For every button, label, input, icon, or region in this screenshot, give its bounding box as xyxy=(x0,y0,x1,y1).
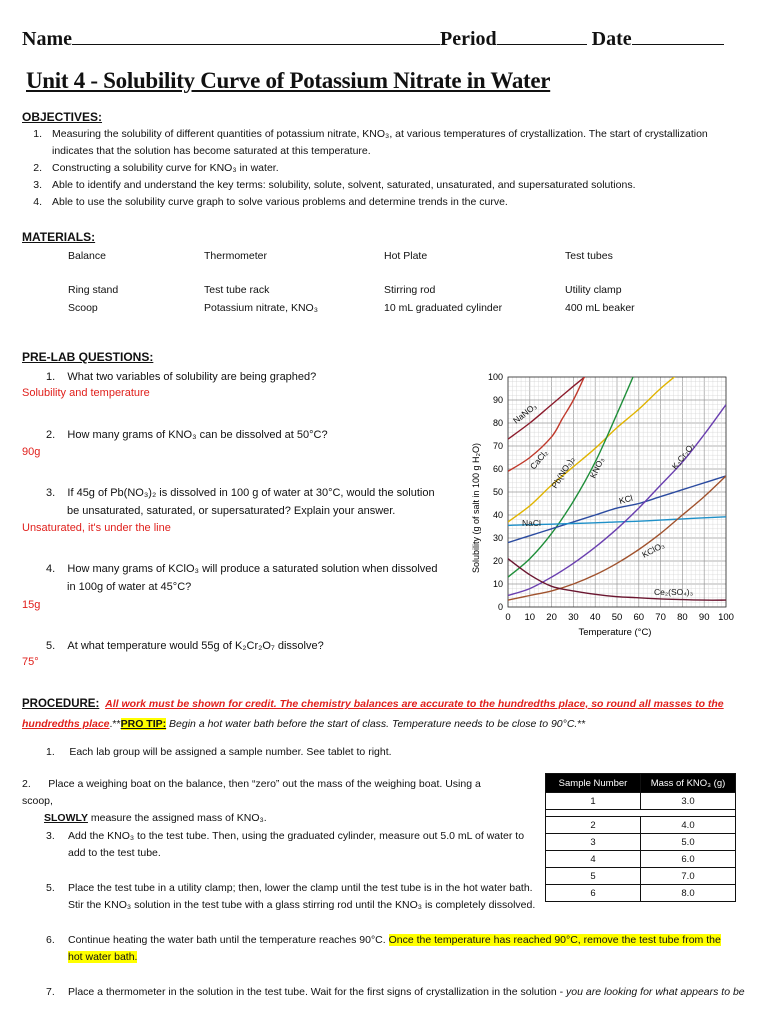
step-6-highlight: Once the temperature has reached 90°C, remove the test tube from the hot water bath. xyxy=(68,934,721,963)
table-row: 2 4.0 xyxy=(546,817,736,834)
x-tick-label: 30 xyxy=(568,612,579,623)
x-tick-label: 90 xyxy=(698,612,710,623)
x-tick-label: 20 xyxy=(546,612,557,623)
x-tick-label: 50 xyxy=(611,612,623,623)
x-tick-label: 10 xyxy=(524,612,536,623)
y-tick-label: 80 xyxy=(492,418,503,428)
step-1: 1. Each lab group will be assigned a sample number. See tablet to right. xyxy=(46,746,392,758)
table-row: 1 3.0 xyxy=(546,793,736,810)
question-2: 2. How many grams of KNO₃ can be dissolved at 50°C? xyxy=(46,429,328,441)
objective-item: 2. Constructing a solubility curve for KNO₃ in water. xyxy=(33,162,279,174)
y-tick-label: 90 xyxy=(492,395,503,405)
material-hot-plate: Hot Plate xyxy=(384,250,428,262)
y-tick-label: 30 xyxy=(492,533,503,543)
material-clamp: Utility clamp xyxy=(565,284,622,296)
step-6: 6. Continue heating the water bath until the temperature reaches 90°C. Once the temperature has reached 90°C, remove the test tube from the hot water bath. xyxy=(46,934,721,963)
period-label: Period xyxy=(439,28,497,50)
question-5: 5. At what temperature would 55g of K₂Cr₂O₇ dissolve? xyxy=(46,640,324,652)
material-test-tubes: Test tubes xyxy=(565,250,613,262)
material-scoop: Scoop xyxy=(68,302,98,314)
y-tick-label: 50 xyxy=(492,487,503,497)
date-blank[interactable] xyxy=(632,26,724,45)
name-blank[interactable] xyxy=(72,26,440,45)
y-tick-label: 40 xyxy=(492,510,503,520)
question-3: 3. If 45g of Pb(NO₃)₂ is dissolved in 100 g of water at 30°C, would the solution be unsaturated, saturated, or supersaturated? Explain your answer. xyxy=(46,487,435,517)
label-nacl: NaCl xyxy=(522,518,541,528)
protip-text: Begin a hot water bath before the start of class. Temperature needs to be close to 90°C. xyxy=(169,718,578,730)
answer-5: 75° xyxy=(22,656,39,668)
material-stirring-rod: Stirring rod xyxy=(384,284,436,296)
material-thermometer: Thermometer xyxy=(204,250,268,262)
x-tick-label: 60 xyxy=(633,612,645,623)
header-fields xyxy=(22,26,748,51)
y-tick-label: 100 xyxy=(487,372,503,382)
step-7: 7. Place a thermometer in the solution in the test tube. Wait for the first signs of crystallization in the solution - you are looking for what appears to be xyxy=(46,986,745,998)
answer-1: Solubility and temperature xyxy=(22,387,150,399)
objectives-heading: OBJECTIVES: xyxy=(22,110,103,124)
procedure-intro: PROCEDURE: All work must be shown for credit. The chemistry balances are accurate to the hundredths place, so round all masses to the hundredths place.**PRO TIP: Begin a hot water bath before the start of class. Temperature needs to be close to 90°C.** xyxy=(22,698,724,730)
label-kclo3: KClO₃ xyxy=(640,539,666,560)
table-row: 4 6.0 xyxy=(546,851,736,868)
solubility-chart xyxy=(462,366,742,642)
label-cacl2: CaCl₂ xyxy=(527,447,550,472)
label-nano3: NaNO₃ xyxy=(511,401,539,426)
label-kcl: KCl xyxy=(617,492,634,506)
curve-Pb(NO₃)₂ xyxy=(508,366,704,522)
y-tick-label: 20 xyxy=(492,556,503,566)
protip-label: PRO TIP: xyxy=(120,718,167,730)
y-tick-label: 70 xyxy=(492,441,503,451)
x-tick-label: 70 xyxy=(655,612,666,623)
label-kno3: KNO₃ xyxy=(587,455,607,480)
y-tick-label: 0 xyxy=(497,602,503,612)
objective-item: 4. Able to use the solubility curve graph to solve various problems and determine trends in the curve. xyxy=(33,196,508,208)
sample-table xyxy=(545,773,736,902)
objective-item: 3. Able to identify and understand the key terms: solubility, solute, solvent, saturated, unsaturated, and supersaturated solutions. xyxy=(33,179,636,191)
y-tick-label: 60 xyxy=(492,464,503,474)
material-cylinder: 10 mL graduated cylinder xyxy=(384,302,503,314)
procedure-warning: All work must be shown for credit. The chemistry balances are accurate to the hundredths place, so round all masses to the hundredths place xyxy=(22,698,724,730)
table-row: 6 8.0 xyxy=(546,885,736,902)
table-row: 3 5.0 xyxy=(546,834,736,851)
label-pbno32: Pb(NO₃)₂ xyxy=(549,454,577,491)
date-label: Date xyxy=(591,28,632,50)
prelab-heading: PRE-LAB QUESTIONS: xyxy=(22,350,154,364)
step-2: 2. Place a weighing boat on the balance, then “zero” out the mass of the weighing boat. Using a scoop, SLOWLY measure the assigned mass of KNO₃. xyxy=(22,778,481,824)
curve-KNO₃ xyxy=(508,366,661,577)
step-3: 3. Add the KNO₃ to the test tube. Then, using the graduated cylinder, measure out 5.0 mL of water to add to the test tube. xyxy=(46,830,525,859)
x-tick-label: 0 xyxy=(505,612,511,623)
material-beaker: 400 mL beaker xyxy=(565,302,635,314)
label-k2cr2o7: K₂Cr₂O₇ xyxy=(669,440,697,472)
material-ring-stand: Ring stand xyxy=(68,284,119,296)
x-tick-label: 100 xyxy=(718,612,734,623)
table-row: 5 7.0 xyxy=(546,868,736,885)
answer-3: Unsaturated, it's under the line xyxy=(22,522,171,534)
materials-heading: MATERIALS: xyxy=(22,230,96,244)
objectives-list xyxy=(22,126,752,211)
material-rack: Test tube rack xyxy=(204,284,270,296)
table-header-row: Sample Number Mass of KNO₃ (g) xyxy=(546,774,736,793)
material-kno3: Potassium nitrate, KNO₃ xyxy=(204,302,318,314)
xlabel: Temperature (°C) xyxy=(578,627,652,638)
answer-2: 90g xyxy=(22,446,41,458)
objective-item: 1. Measuring the solubility of different quantities of potassium nitrate, KNO₃, at various temperatures of crystallization. The start of crystallization indicates that the solution has become saturated at this temperature. xyxy=(33,128,708,157)
material-balance: Balance xyxy=(68,250,106,262)
question-4: 4. How many grams of KClO₃ will produce a saturated solution when dissolved in 100g of water at 45°C? xyxy=(46,563,438,593)
answer-4: 15g xyxy=(22,599,41,611)
y-tick-label: 10 xyxy=(492,579,503,589)
x-tick-label: 80 xyxy=(677,612,688,623)
period-blank[interactable] xyxy=(497,26,587,45)
label-ce2so43: Ce₂(SO₄)₃ xyxy=(654,587,694,597)
step-5: 5. Place the test tube in a utility clamp; then, lower the clamp until the test tube is in the hot water bath. Stir the KNO₃ solution in the test tube with a glass stirring rod until the KNO₃ is completely dissolved. xyxy=(46,882,536,911)
question-1: 1. What two variables of solubility are being graphed? xyxy=(46,371,317,383)
name-label: Name xyxy=(22,28,72,50)
ylabel: Solubility (g of salt in 100 g H₂O) xyxy=(471,442,481,574)
table-spacer xyxy=(546,810,736,817)
page-title: Unit 4 - Solubility Curve of Potassium Nitrate in Water xyxy=(26,68,551,93)
chart-grid xyxy=(508,377,726,607)
x-tick-label: 40 xyxy=(589,612,601,623)
